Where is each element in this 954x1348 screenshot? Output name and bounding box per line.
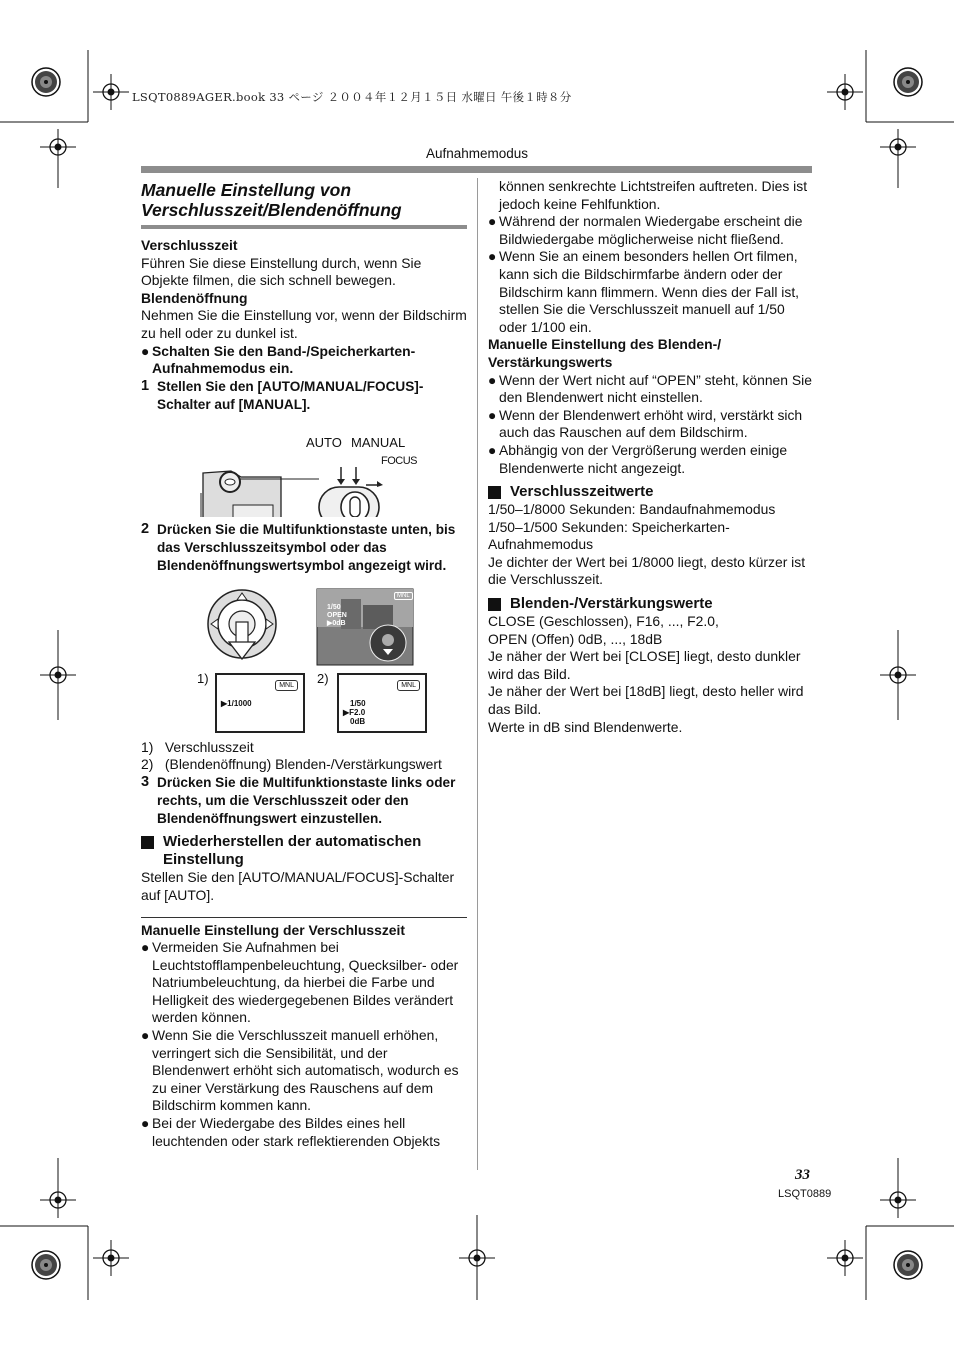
focus-label: FOCUS	[381, 455, 417, 468]
continued-text: können senkrechte Lichtstreifen auftreten. Dies ist jedoch keine Fehlfunktion.	[499, 178, 808, 212]
aperture-text: Nehmen Sie die Einstellung vor, wenn der Bildschirm zu hell oder zu dunkel ist.	[141, 307, 467, 341]
shutter-values-line: 1/50–1/8000 Sekunden: Bandaufnahmemodus	[488, 501, 776, 518]
bright-place-bullet: ● Wenn Sie an einem besonders hellen Ort filmen, kann sich die Bildschirmfarbe ändern oder der Bildschirm kann flimmern. Wenn dies der Fall ist, stellen Sie die Verschlusszeit manuell auf 1/50 oder 1/100 ein.	[488, 248, 800, 335]
lcd-screens	[141, 669, 467, 737]
section-label: Aufnahmemodus	[425, 146, 529, 161]
playback-bullet: ● Während der normalen Wiedergabe erscheint die Bildwiedergabe möglicherweise nicht fließend.	[488, 213, 803, 247]
printer-slug: LSQT0889AGER.book 33 ページ ２００４年１２月１５日 水曜日 午後１時８分	[132, 90, 572, 104]
lcd-aperture: MNL 1/50 ▶F2.0 0dB	[337, 673, 427, 733]
lcd-shutter: MNL ▶1/1000	[215, 673, 305, 733]
page-title: Manuelle Einstellung von Verschlusszeit/Blendenöffnung	[141, 180, 402, 220]
iris-values-heading: Blenden-/Verstärkungswerte	[488, 595, 812, 613]
iris-values-line: Je näher der Wert bei [CLOSE] liegt, desto dunkler wird das Bild.	[488, 648, 801, 682]
page-code: LSQT0889	[778, 1188, 832, 1200]
restore-text: Stellen Sie den [AUTO/MANUAL/FOCUS]-Schalter auf [AUTO].	[141, 869, 455, 903]
multifunction-button-drawing	[141, 587, 467, 669]
manual-label: MANUAL	[351, 435, 406, 451]
shutter-values-line: Je dichter der Wert bei 1/8000 liegt, desto kürzer ist die Verschlusszeit.	[488, 553, 806, 588]
shutter-values-heading: Verschlusszeitwerte	[488, 483, 812, 501]
shutter-values-line: 1/50–1/500 Sekunden: Speicherkarten-Aufnahmemodus	[488, 518, 730, 553]
step-2: 2 Drücken Sie die Multifunktionstaste unten, bis das Verschlusszeitsymbol oder das Blendenöffnungswertsymbol angezeigt wird.	[141, 521, 456, 573]
step-3: 3 Drücken Sie die Multifunktionstaste links oder rechts, um die Verschlusszeit oder den Blendenöffnungswert einzustellen.	[141, 773, 456, 826]
iris-bullet: ● Wenn der Blendenwert erhöht wird, verstärkt sich auch das Rauschen auf dem Bildschirm.	[488, 406, 803, 441]
shutter-heading: Verschlusszeit	[141, 237, 238, 253]
iris-heading: Manuelle Einstellung des Blenden-/ Verstärkungswerts	[488, 336, 722, 370]
preview-mnl-badge: MNL	[394, 592, 413, 600]
lcd1-label: 1)	[197, 670, 209, 686]
lcd2-values: 1/50 ▶F2.0 0dB	[343, 698, 366, 726]
iris-values-line: Werte in dB sind Blendenwerte.	[488, 718, 683, 735]
switch-illustration	[141, 413, 467, 517]
manual-shutter-heading: Manuelle Einstellung der Verschlusszeit	[141, 921, 406, 938]
page-number: 33	[795, 1167, 810, 1183]
manual-shutter-bullet: ● Wenn Sie die Verschlusszeit manuell erhöhen, verringert sich die Sensibilität, und der Blendenwert erhöht sich automatisch, wodurch es zu einer Verstärkung des Rauschens auf dem Bildschirm kommen kann.	[141, 1027, 459, 1114]
column-divider	[477, 178, 478, 1170]
footnote-1: 1) Verschlusszeit	[141, 738, 254, 755]
restore-heading: Wiederherstellen der automatischen Einstellung	[141, 833, 467, 869]
left-column	[141, 178, 467, 1150]
step-1: 1 Stellen Sie den [AUTO/MANUAL/FOCUS]-Schalter auf [MANUAL].	[141, 377, 424, 412]
lcd2-label: 2)	[317, 670, 329, 686]
aperture-heading: Blendenöffnung	[141, 289, 248, 306]
iris-values-line: Je näher der Wert bei [18dB] liegt, desto heller wird das Bild.	[488, 683, 804, 718]
right-column	[488, 178, 812, 736]
header-bar	[141, 166, 812, 173]
iris-bullet: ● Abhängig von der Vergrößerung werden einige Blendenwerte nicht angezeigt.	[488, 441, 788, 476]
button-illustration	[141, 587, 467, 669]
footnote-2: 2) (Blendenöffnung) Blenden-/Verstärkungswert	[141, 756, 442, 773]
shutter-text: Führen Sie diese Einstellung durch, wenn Sie Objekte filmen, die sich schnell bewegen.	[141, 254, 422, 289]
manual-shutter-bullet: ● Bei der Wiedergabe des Bildes eines hell leuchtenden oder stark reflektierenden Objekts	[141, 1115, 441, 1149]
iris-bullet: ● Wenn der Wert nicht auf “OPEN” steht, können Sie den Blendenwert nicht einstellen.	[488, 371, 812, 406]
camcorder-switch-drawing	[141, 413, 467, 517]
preview-readout: 1/50 OPEN ▶0dB	[327, 603, 347, 627]
mode-bullet: ● Schalten Sie den Band-/Speicherkarten-Aufnahmemodus ein.	[141, 342, 416, 377]
title-rule	[141, 225, 467, 229]
auto-label: AUTO	[306, 435, 342, 451]
section-rule	[141, 917, 467, 918]
manual-shutter-bullet: ● Vermeiden Sie Aufnahmen bei Leuchtstofflampenbeleuchtung, Quecksilber- oder Natriumbeleuchtung, da hierbei die Farbe und Helligkeit des wiedergegebenen Bildes verändert werden können.	[141, 939, 459, 1026]
iris-values-line: OPEN (Offen) 0dB, ..., 18dB	[488, 630, 663, 647]
iris-values-line: CLOSE (Geschlossen), F16, ..., F2.0,	[488, 613, 719, 630]
